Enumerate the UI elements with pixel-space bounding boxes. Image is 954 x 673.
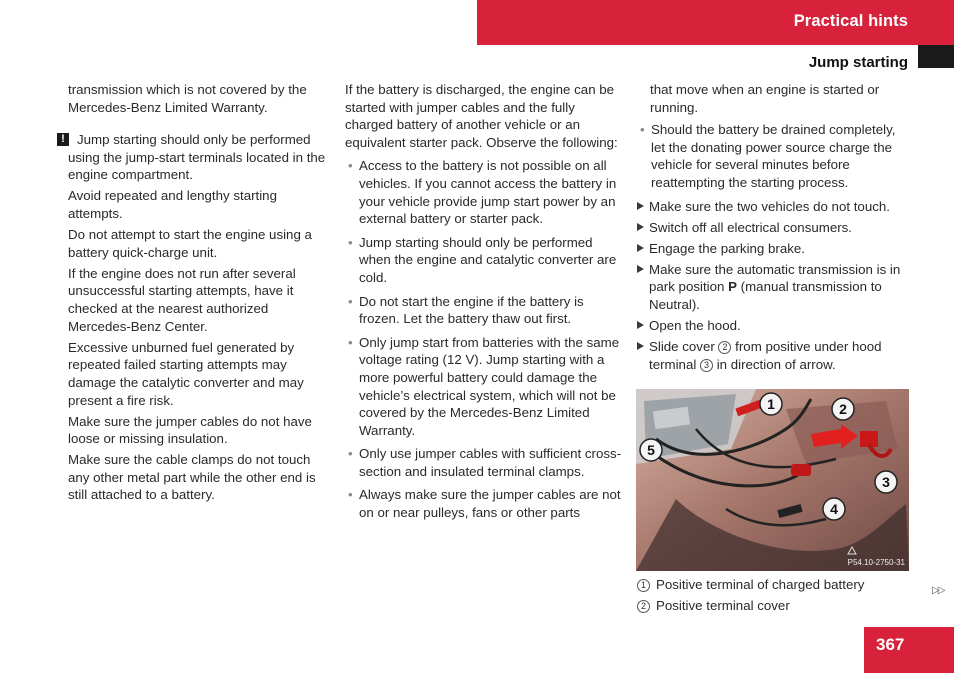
triangle-right-icon bbox=[637, 321, 644, 329]
callout-label: 4 bbox=[830, 501, 838, 517]
notice-block bbox=[61, 131, 330, 184]
gear-position-p: P bbox=[728, 279, 737, 295]
photo-illustration bbox=[636, 389, 909, 571]
section-title: Practical hints bbox=[793, 12, 908, 30]
step-item bbox=[637, 240, 912, 258]
callout-number: 2 bbox=[718, 341, 731, 354]
step-text: Engage the parking brake. bbox=[649, 240, 805, 256]
paragraph: Make sure the cable clamps do not touch any other metal part while the other end is still attached to a battery. bbox=[68, 452, 316, 503]
continued-text: that move when an engine is started or running. bbox=[650, 82, 880, 115]
step-text: Switch off all electrical consumers. bbox=[649, 219, 852, 235]
triangle-right-icon bbox=[637, 223, 644, 231]
intro-paragraph: If the battery is discharged, the engine can be started with jumper cables and the fully charged battery of another vehicle or an equivalent starter pack. Observe the following: bbox=[345, 82, 618, 150]
step-item bbox=[637, 338, 912, 373]
caption-item bbox=[637, 577, 864, 592]
subsection-title: Jump starting bbox=[808, 54, 908, 71]
list-item: • Do not start the engine if the battery is frozen. Let the battery thaw out first. bbox=[345, 293, 623, 328]
triangle-right-icon bbox=[637, 265, 644, 273]
list-item: • Only use jumper cables with sufficient cross-section and insulated terminal clamps. bbox=[345, 445, 623, 480]
paragraph: Avoid repeated and lengthy starting attempts. bbox=[68, 188, 277, 222]
triangle-right-icon bbox=[637, 342, 644, 350]
paragraph: Excessive unburned fuel generated by repeated failed starting attempts may damage the catalytic converter and may present a fire risk. bbox=[68, 339, 304, 408]
column-1 bbox=[61, 81, 330, 508]
list-item: • Access to the battery is not possible on all vehicles. If you cannot access the battery in your vehicle provide jump start power by an external battery or starter pack. bbox=[345, 157, 623, 227]
column-2 bbox=[345, 81, 623, 522]
page-number: 367 bbox=[876, 635, 905, 654]
caption-item bbox=[637, 598, 790, 613]
caption-text: Positive terminal cover bbox=[656, 598, 790, 613]
step-text: Slide cover bbox=[649, 339, 719, 355]
notice-text: Jump starting should only be performed using the jump-start terminals located in the engine compartment. bbox=[68, 132, 326, 183]
paragraph: Do not attempt to start the engine using a battery quick-charge unit. bbox=[68, 227, 312, 260]
step-text: from positive under hood terminal bbox=[649, 339, 882, 372]
step-text: (manual transmission to Neutral). bbox=[649, 279, 882, 313]
paragraph: transmission which is not covered by the Mercedes-Benz Limited Warranty. bbox=[68, 82, 307, 115]
callout-label: 1 bbox=[767, 396, 775, 412]
column-3 bbox=[637, 81, 912, 373]
step-text: Make sure the two vehicles do not touch. bbox=[649, 198, 890, 214]
continue-arrow-icon: ▷▷ bbox=[932, 585, 944, 596]
page-number-box bbox=[864, 627, 954, 673]
step-item bbox=[637, 198, 912, 216]
step-text: Open the hood. bbox=[649, 318, 741, 334]
step-text: in direction of arrow. bbox=[713, 356, 836, 372]
warning-icon: ! bbox=[57, 133, 69, 146]
callout-label: 2 bbox=[839, 401, 847, 417]
callout-number: 2 bbox=[637, 600, 650, 613]
callout-label: 5 bbox=[647, 442, 655, 458]
callout-number: 3 bbox=[700, 359, 713, 372]
list-item: • Only jump start from batteries with the same voltage rating (12 V). Jump starting with a more powerful battery could damage the vehicle’s electrical system, which will not be covered by the Mercedes-Benz Limited Warranty. bbox=[345, 334, 623, 440]
chapter-tab bbox=[918, 45, 954, 68]
list-item: • Always make sure the jumper cables are not on or near pulleys, fans or other parts bbox=[345, 486, 623, 521]
list-item: • Jump starting should only be performed when the engine and catalytic converter are cold. bbox=[345, 234, 623, 287]
triangle-right-icon bbox=[637, 202, 644, 210]
engine-compartment-photo bbox=[636, 389, 909, 571]
figure-code: P54.10-2750-31 bbox=[847, 558, 905, 567]
paragraph: If the engine does not run after several unsuccessful starting attempts, have it checked at the nearest authorized Mercedes-Benz Center. bbox=[68, 265, 296, 334]
step-item bbox=[637, 261, 912, 314]
list-item: • Should the battery be drained completely, let the donating power source charge the vehicle for several minutes before reattempting the starting process. bbox=[637, 121, 912, 191]
paragraph: Make sure the jumper cables do not have loose or missing insulation. bbox=[68, 413, 312, 447]
callout-number: 1 bbox=[637, 579, 650, 592]
step-item bbox=[637, 219, 912, 237]
step-text: Make sure the automatic transmission is in park position bbox=[649, 261, 901, 295]
callout-label: 3 bbox=[882, 474, 890, 490]
triangle-right-icon bbox=[637, 244, 644, 252]
caption-text: Positive terminal of charged battery bbox=[656, 577, 865, 592]
step-item bbox=[637, 317, 912, 335]
